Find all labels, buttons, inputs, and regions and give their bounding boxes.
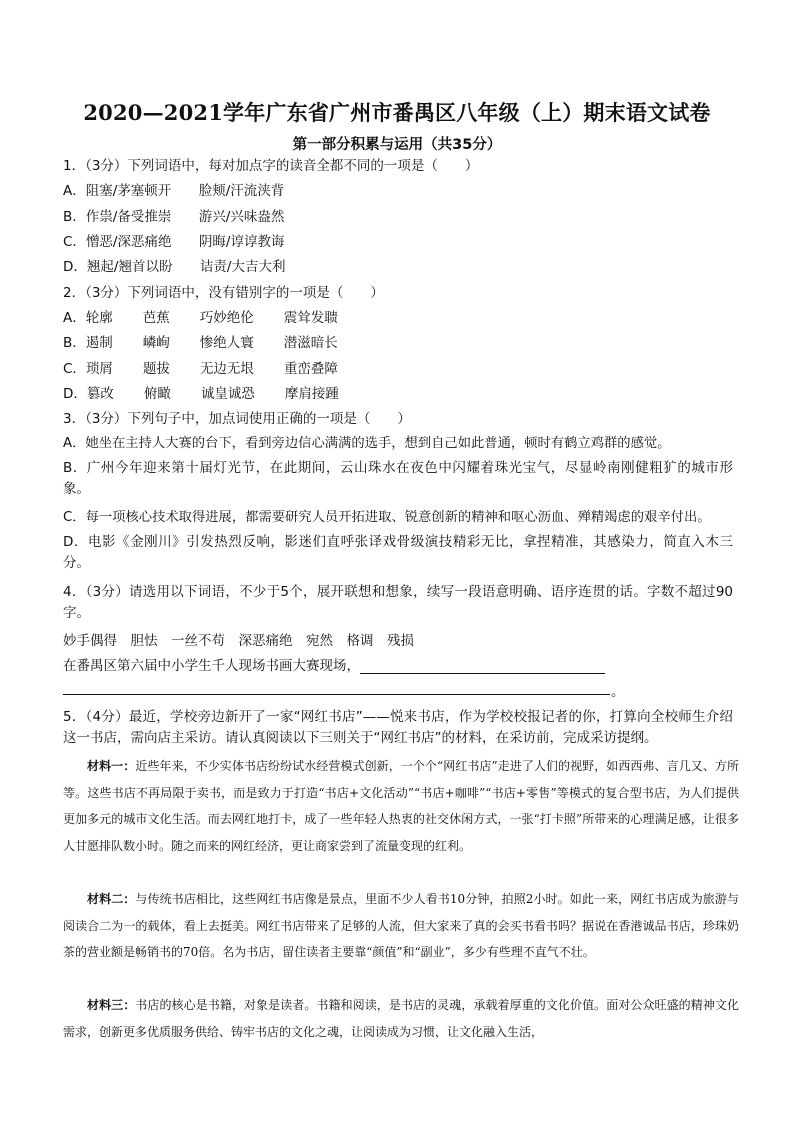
material-2-label: 材料二：: [87, 892, 136, 906]
q2-option-c[interactable]: [63, 361, 338, 377]
material-3-label: 材料三：: [87, 998, 136, 1012]
option-part-1: 阻塞/茅塞顿开: [85, 183, 172, 199]
option-part-1: 翘起/翘首以盼: [86, 259, 173, 275]
material-3-text: 书店的核心是书籍，对象是读者。书籍和阅读，是书店的灵魂，承载着厚重的文化价值。面对公众旺盛的精神文化需求，创新更多优质服务供给、铸牢书店的文化之魂，让阅读成为习惯，让文化融入生活，: [63, 998, 739, 1039]
word-4: 重峦叠障: [283, 361, 338, 377]
q1-option-b[interactable]: [63, 209, 284, 225]
word-1: 琐屑: [85, 361, 113, 377]
q2-option-a[interactable]: [63, 310, 338, 326]
word-2: 题拔: [142, 361, 170, 377]
option-part-2: 游兴/兴味盎然: [198, 209, 285, 225]
q3-option-c[interactable]: C．每一项核心技术取得进展，都需要研究人员开拓进取、锐意创新的精神和呕心沥血、殚精竭虑的艰辛付出。: [63, 510, 711, 525]
word-1: 篡改: [86, 386, 114, 402]
option-letter: B．: [63, 209, 86, 225]
q1-option-c[interactable]: [63, 234, 285, 250]
option-letter: D．: [63, 259, 87, 275]
word-3: 诚皇诚恐: [200, 386, 255, 402]
word-4: 潜滋暗长: [283, 335, 338, 351]
q3-option-a[interactable]: A．她坐在主持人大赛的台下，看到旁边信心满满的选手，想到自己如此普通，顿时有鹤立鸡群的感觉。: [63, 436, 671, 451]
word-1: 遏制: [85, 335, 113, 351]
option-letter: B．: [63, 335, 86, 351]
option-letter: A．: [63, 183, 86, 199]
answer-blank[interactable]: [360, 660, 605, 674]
q4-answer-line-1[interactable]: [63, 658, 605, 674]
q5-stem: 5．（4分）最近，学校旁边新开了一家“网红书店”——悦来书店，作为学校校报记者的你，打算向全校师生介绍这一书店，需向店主采访。请认真阅读以下三则关于“网红书店”的材料，在采访前，完成采访提纲。: [63, 709, 733, 746]
word-4: 震耸发聩: [283, 310, 338, 326]
q1-option-a[interactable]: [63, 183, 284, 199]
q4-stem: 4．（3分）请选用以下词语，不少于5个，展开联想和想象，续写一段语意明确、语序连贯的话。字数不超过90字。: [63, 584, 733, 621]
q4-end-mark: 。: [611, 684, 625, 700]
material-1-text: 近些年来，不少实体书店纷纷试水经营模式创新，一个个“网红书店”走进了人们的视野，如西西弗、言几又、方所等。这些书店不再局限于卖书，而是致力于打造“书店+文化活动”“书店+咖啡”“书店+零售”等模式的复合型书店，为人们提供更加多元的城市文化生活。而去网红地打卡，成了一些年轻人热衷的社交休闲方式，一张“打卡照”所带来的心理满足感，让很多人甘愿排队数小时。随之而来的网红经济，更让商家尝到了流量变现的红利。: [63, 759, 739, 853]
q3-option-d[interactable]: D．电影《金刚川》引发热烈反响，影迷们直呼张译戏骨级演技精彩无比，拿捏精准，其感染力，简直入木三分。: [63, 534, 733, 571]
q4-word-list: 妙手偶得 胆怯 一丝不苟 深恶痛绝 宛然 格调 残损: [63, 633, 414, 649]
q3-option-b[interactable]: B．广州今年迎来第十届灯光节，在此期间，云山珠水在夜色中闪耀着珠光宝气，尽显岭南刚健粗犷的城市形象。: [63, 460, 733, 497]
word-2: 俯瞰: [143, 386, 171, 402]
word-2: 嶙峋: [142, 335, 170, 351]
material-3: [63, 992, 739, 1045]
q2-option-d[interactable]: [63, 386, 339, 402]
option-part-1: 憎恶/深恶痛绝: [85, 234, 172, 250]
option-letter: C．: [63, 234, 86, 250]
option-part-1: 作祟/备受推崇: [85, 209, 172, 225]
option-letter: C．: [63, 361, 86, 377]
answer-blank-2[interactable]: [63, 694, 610, 695]
option-part-2: 脸颊/汗流浃背: [198, 183, 285, 199]
q4-prompt: 在番禺区第六届中小学生千人现场书画大赛现场，: [63, 658, 360, 674]
q1-stem: 1．（3分）下列词语中，每对加点字的读音全都不同的一项是（ ）: [63, 158, 479, 174]
section-heading: 第一部分积累与运用（共35分）: [292, 137, 502, 153]
material-2: [63, 886, 739, 966]
word-3: 巧妙绝伦: [199, 310, 254, 326]
option-letter: A．: [63, 310, 86, 326]
option-letter: D．: [63, 386, 87, 402]
page-title: 2020—2021学年广东省广州市番禺区八年级（上）期末语文试卷: [83, 100, 711, 125]
word-2: 芭蕉: [142, 310, 170, 326]
q1-option-d[interactable]: [63, 259, 285, 275]
material-1-label: 材料一：: [87, 759, 136, 773]
word-1: 轮廓: [85, 310, 113, 326]
material-1: [63, 753, 739, 859]
option-part-2: 诘责/大吉大利: [199, 259, 286, 275]
q2-stem: 2．（3分）下列词语中，没有错别字的一项是（ ）: [63, 285, 384, 301]
option-part-2: 阴晦/谆谆教诲: [198, 234, 285, 250]
q2-option-b[interactable]: [63, 335, 338, 351]
q3-stem: 3．（3分）下列句子中，加点词使用正确的一项是（ ）: [63, 411, 411, 427]
word-4: 摩肩接踵: [284, 386, 339, 402]
word-3: 惨绝人寰: [199, 335, 254, 351]
word-3: 无边无垠: [199, 361, 254, 377]
material-2-text: 与传统书店相比，这些网红书店像是景点，里面不少人看书10分钟，拍照2小时。如此一来，网红书店成为旅游与阅读合二为一的载体，看上去挺美。网红书店带来了足够的人流，但大家来了真的会买书看书吗？据说在香港诚品书店，珍珠奶茶的营业额是畅销书的70倍。名为书店，留住读者主要靠“颜值”和“副业”，多少有些理不直气不壮。: [63, 892, 739, 959]
